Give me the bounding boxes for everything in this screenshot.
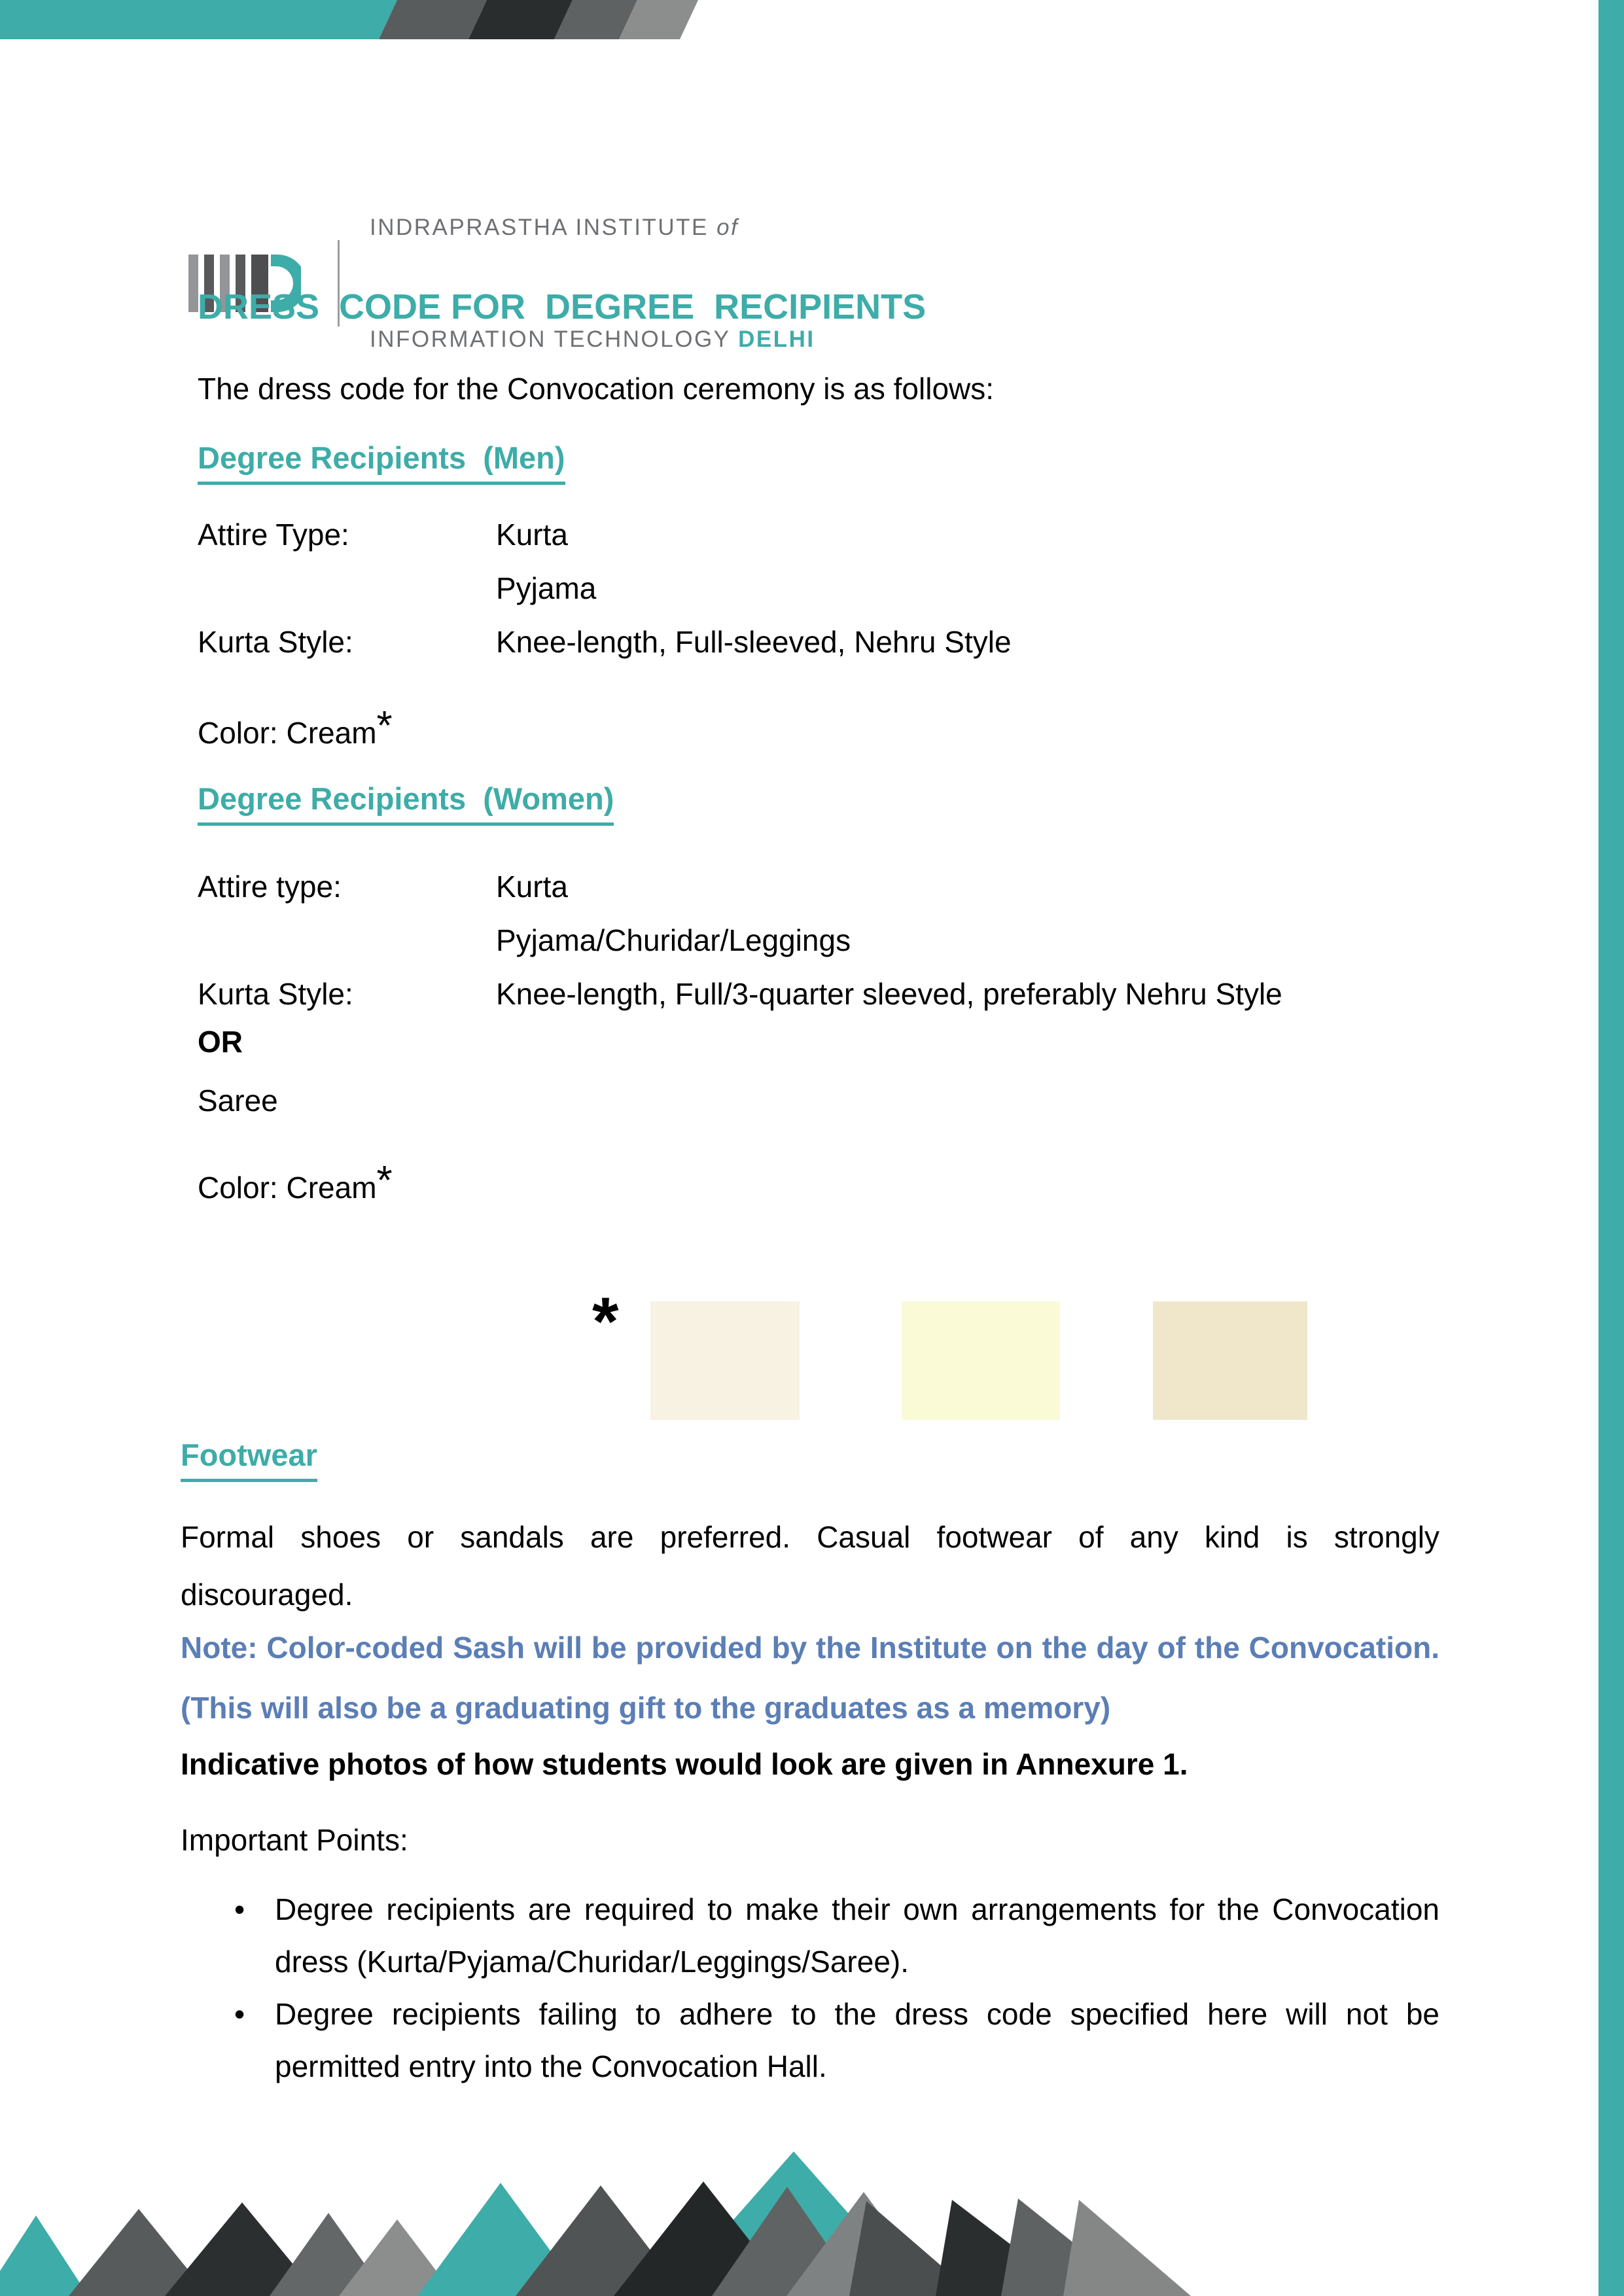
women-color-asterisk: * (376, 1157, 393, 1203)
women-color-text: Color: Cream (198, 1171, 377, 1205)
attire-row (198, 860, 1282, 913)
attire-row (198, 615, 1012, 669)
footwear-paragraph (181, 1508, 1439, 1623)
institute-line2-city: DELHI (738, 327, 815, 352)
intro-paragraph: The dress code for the Convocation ceremony is as follows: (198, 372, 995, 406)
bullet-line2: dress (Kurta/Pyjama/Churidar/Leggings/Saree). (275, 1945, 909, 1979)
footwear-line2: discouraged. (181, 1578, 353, 1612)
sash-note (181, 1617, 1439, 1738)
swatch-asterisk: * (592, 1284, 619, 1360)
men-color-line (198, 703, 393, 751)
attire-row-value: Kurta (496, 518, 568, 552)
page-title: DRESS CODE FOR DEGREE RECIPIENTS (198, 287, 927, 327)
bullet-line2: permitted entry into the Convocation Hall. (275, 2049, 827, 2083)
cream-swatch-1 (650, 1301, 800, 1420)
men-color-asterisk: * (376, 703, 393, 749)
attire-row (198, 913, 1282, 967)
attire-row-value: Knee-length, Full/3-quarter sleeved, preferably Nehru Style (496, 977, 1282, 1011)
attire-row-value: Kurta (496, 870, 568, 904)
section-heading-men: Degree Recipients (Men) (198, 440, 565, 485)
men-attire-rows (198, 508, 1012, 669)
important-points-label: Important Points: (181, 1823, 408, 1857)
attire-row-label (198, 561, 496, 615)
cream-swatch-3 (1153, 1301, 1307, 1420)
cream-swatch-2 (902, 1301, 1060, 1420)
institute-line2-text: INFORMATION TECHNOLOGY (370, 327, 730, 352)
section-heading-women: Degree Recipients (Women) (198, 781, 614, 826)
attire-row (198, 967, 1282, 1021)
or-label: OR (198, 1025, 243, 1059)
institute-line1-of: of (716, 215, 739, 240)
sash-note-line1: Note: Color-coded Sash will be provided by the Institute on the day of the Convocation. (181, 1631, 1439, 1665)
attire-row-value: Pyjama/Churidar/Leggings (496, 923, 851, 957)
bullet-item (275, 1883, 1439, 1988)
women-attire-rows (198, 860, 1282, 1021)
top-banner-decoration (0, 0, 720, 39)
attire-row-label (198, 913, 496, 967)
attire-row-label: Kurta Style: (198, 977, 353, 1011)
saree-label: Saree (198, 1084, 278, 1118)
institute-name-line1 (370, 209, 815, 246)
attire-row-label: Attire type: (198, 870, 342, 904)
attire-row-label: Kurta Style: (198, 625, 353, 659)
attire-row (198, 561, 1012, 615)
footer-mountains-decoration (0, 2142, 1624, 2296)
bullet-line1: • Degree recipients failing to adhere to the dress code specified here will not be (275, 1997, 1439, 2031)
men-color-text: Color: Cream (198, 716, 377, 750)
bullet-item (275, 1988, 1439, 2093)
attire-row-value: Knee-length, Full-sleeved, Nehru Style (496, 625, 1012, 659)
institute-line1-text: INDRAPRASTHA INSTITUTE (370, 215, 709, 240)
attire-row-label: Attire Type: (198, 518, 349, 552)
footwear-line1: Formal shoes or sandals are preferred. Casual footwear of any kind is strongly (181, 1520, 1439, 1554)
right-edge-bar (1598, 0, 1624, 2296)
indicative-line: Indicative photos of how students would look are given in Annexure 1. (181, 1747, 1188, 1781)
section-heading-footwear: Footwear (181, 1437, 317, 1482)
women-color-line (198, 1157, 393, 1205)
attire-row-value: Pyjama (496, 571, 597, 605)
bullet-line1: • Degree recipients are required to make their own arrangements for the Convocation (275, 1892, 1439, 1926)
sash-note-line2: (This will also be a graduating gift to the graduates as a memory) (181, 1691, 1111, 1725)
attire-row (198, 508, 1012, 561)
